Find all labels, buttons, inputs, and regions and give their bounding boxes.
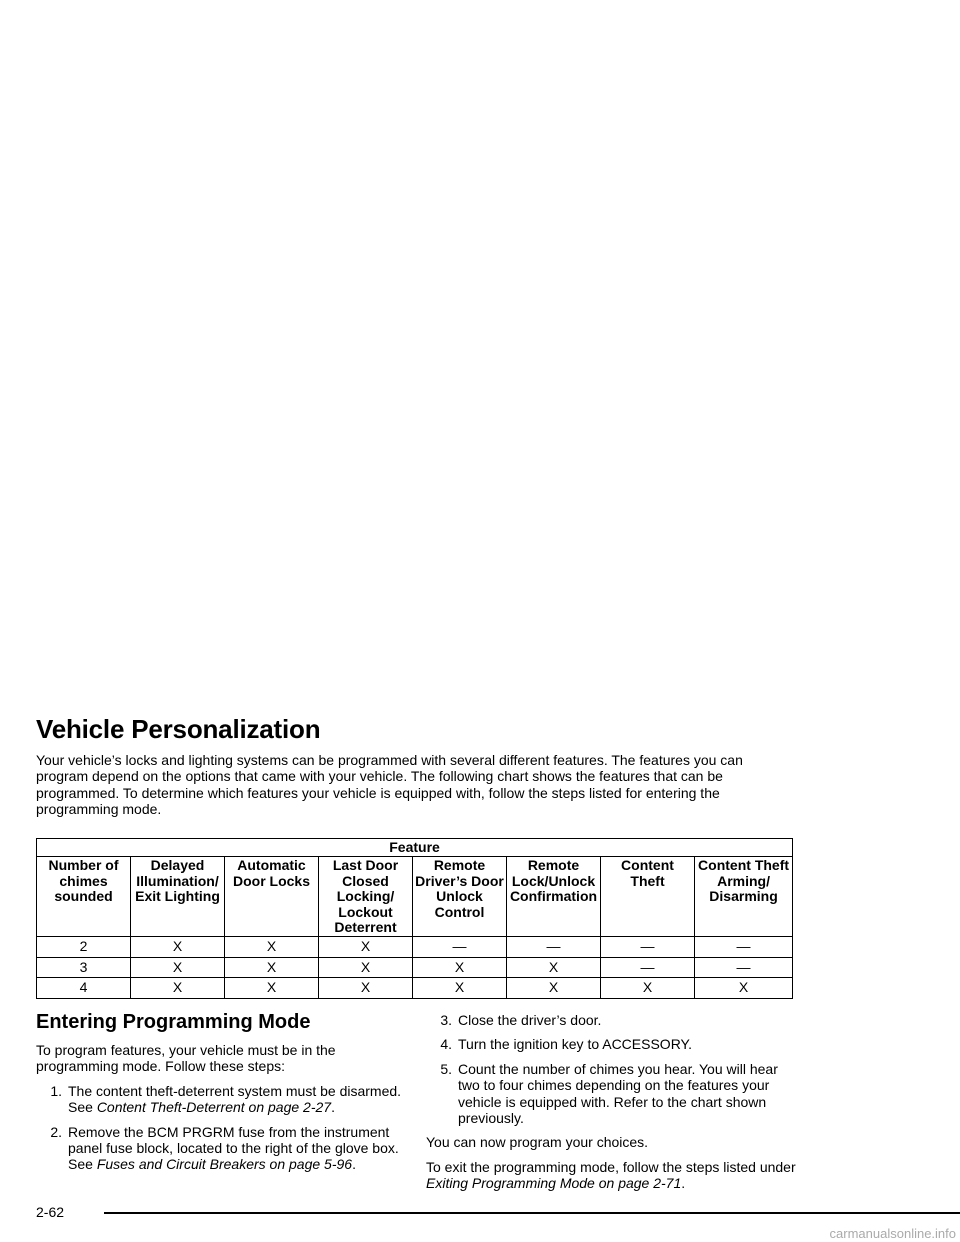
table-cell: X	[225, 937, 319, 957]
footer-rule	[104, 1212, 960, 1214]
step-2-text: Remove the BCM PRGRM fuse from the instrument panel fuse block, located to the right of the glove box. See	[68, 1123, 399, 1173]
page-number: 2-62	[36, 1204, 65, 1220]
feature-table	[36, 838, 793, 999]
step-text	[66, 1083, 406, 1116]
table-cell: X	[225, 978, 319, 998]
column-header: Content Theft	[601, 857, 695, 937]
table-cell: X	[225, 957, 319, 977]
cross-reference-link: Exiting Programming Mode on page 2-71	[426, 1175, 682, 1192]
step-text	[66, 1124, 406, 1173]
step-number: 3.	[440, 1012, 452, 1028]
step-3	[426, 1012, 796, 1028]
step-1-end: .	[331, 1099, 335, 1116]
step-2	[36, 1124, 406, 1173]
table-cell: —	[413, 937, 507, 957]
table-cell: X	[695, 978, 793, 998]
table-cell: X	[319, 978, 413, 998]
table-cell: 3	[37, 957, 131, 977]
step-text: Turn the ignition key to ACCESSORY.	[458, 1036, 692, 1053]
column-header: Last Door Closed Locking/ Lockout Deterrent	[319, 857, 413, 937]
step-number: 5.	[440, 1060, 452, 1077]
step-1	[36, 1083, 406, 1116]
table-cell: X	[131, 978, 225, 998]
table-cell: X	[507, 978, 601, 998]
step-number: 4.	[440, 1036, 452, 1053]
table-cell: X	[507, 957, 601, 977]
step-text: Count the number of chimes you hear. You will hear two to four chimes depending on the features your vehicle is equipped with. Refer to the chart shown previously.	[458, 1060, 778, 1127]
step-1-text: The content theft-deterrent system must be disarmed. See	[68, 1082, 402, 1116]
table-cell: —	[507, 937, 601, 957]
table-cell: X	[131, 957, 225, 977]
cross-reference-link: Fuses and Circuit Breakers on page 5-96	[96, 1156, 353, 1173]
table-cell: —	[601, 957, 695, 977]
step-2-end: .	[352, 1156, 356, 1173]
column-header: Automatic Door Locks	[225, 857, 319, 937]
feature-group-header: Feature	[37, 839, 793, 857]
column-header: Remote Driver’s Door Unlock Control	[413, 857, 507, 937]
column-header: Remote Lock/Unlock Confirmation	[507, 857, 601, 937]
right-column	[426, 1012, 796, 1200]
exit-text: To exit the programming mode, follow the steps listed under	[426, 1158, 796, 1175]
program-choices-paragraph: You can now program your choices.	[426, 1134, 649, 1151]
column-header: Delayed Illumination/ Exit Lighting	[131, 857, 225, 937]
programming-intro: To program features, your vehicle must be in the programming mode. Follow these steps:	[36, 1042, 336, 1075]
table-cell: X	[413, 957, 507, 977]
subsection-title: Entering Programming Mode	[36, 1011, 311, 1033]
left-column	[36, 1042, 406, 1181]
feature-header-row	[37, 857, 793, 937]
table-cell: —	[601, 937, 695, 957]
intro-paragraph: Your vehicle’s locks and lighting systems can be programmed with several different features. The features you can program depend on the options that came with your vehicle. The following chart shows the features that can be programmed. To determine which features your vehicle is equipped with, follow the steps listed for entering the programming mode.	[36, 752, 743, 818]
exit-paragraph	[426, 1159, 796, 1192]
step-number: 1.	[50, 1082, 62, 1099]
watermark: carmanualsonline.info	[829, 1226, 956, 1241]
column-header: Content Theft Arming/ Disarming	[695, 857, 793, 937]
step-text: Close the driver’s door.	[458, 1012, 602, 1028]
exit-end: .	[681, 1175, 686, 1192]
table-cell: X	[601, 978, 695, 998]
table-cell: 4	[37, 978, 131, 998]
step-5	[426, 1061, 796, 1127]
table-cell: X	[413, 978, 507, 998]
table-cell: X	[319, 957, 413, 977]
table-cell: X	[131, 937, 225, 957]
step-number: 2.	[50, 1123, 62, 1140]
step-4	[426, 1036, 796, 1052]
cross-reference-link: Content Theft-Deterrent on page 2-27	[96, 1099, 332, 1116]
table-row	[37, 957, 793, 977]
table-cell: X	[319, 937, 413, 957]
table-cell: 2	[37, 937, 131, 957]
table-row	[37, 937, 793, 957]
table-row	[37, 978, 793, 998]
section-title: Vehicle Personalization	[36, 714, 321, 744]
column-header: Number of chimes sounded	[37, 857, 131, 937]
table-cell: —	[695, 937, 793, 957]
table-cell: —	[695, 957, 793, 977]
